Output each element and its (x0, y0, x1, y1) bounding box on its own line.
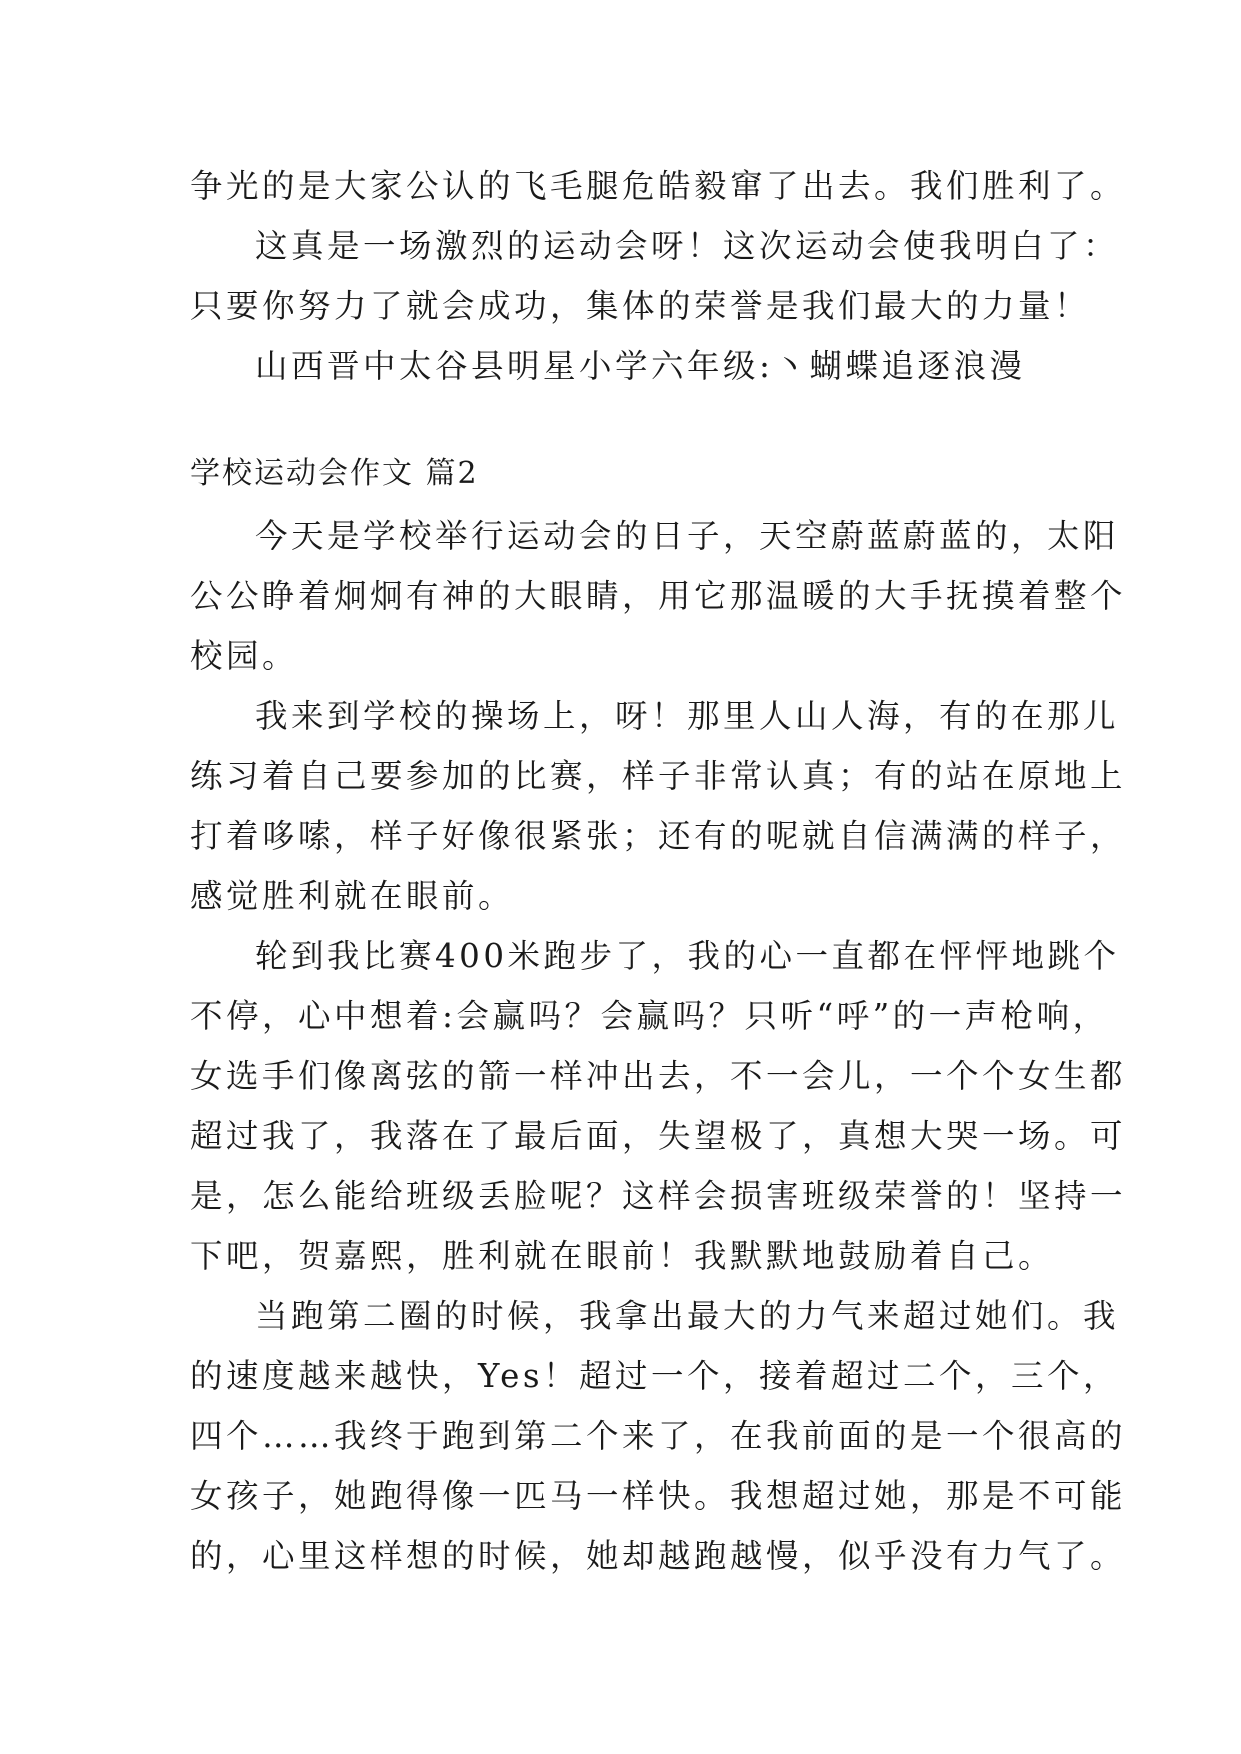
author-signature-line: 山西晋中太谷县明星小学六年级:丶蝴蝶追逐浪漫 (255, 347, 1026, 385)
paragraph-first-line: 轮到我比赛400米跑步了，我的心一直都在怦怦地跳个 (255, 937, 1120, 975)
paragraph-first-line: 当跑第二圈的时候，我拿出最大的力气来超过她们。我 (255, 1297, 1120, 1335)
text-line: 只要你努力了就会成功，集体的荣誉是我们最大的力量！ (190, 287, 1091, 325)
text-line: 超过我了，我落在了最后面，失望极了，真想大哭一场。可 (190, 1117, 1127, 1155)
paragraph-first-line: 这真是一场激烈的运动会呀！这次运动会使我明白了： (255, 227, 1120, 265)
text-line: 感觉胜利就在眼前。 (190, 877, 515, 915)
text-line: 争光的是大家公认的飞毛腿危皓毅窜了出去。我们胜利了。 (190, 167, 1127, 205)
text-line: 的速度越来越快，Yes！超过一个，接着超过二个，三个， (190, 1357, 1120, 1395)
text-line: 是，怎么能给班级丢脸呢？这样会损害班级荣誉的！坚持一 (190, 1177, 1127, 1215)
text-line: 不停，心中想着:会赢吗？会赢吗？只听“呼”的一声枪响， (190, 997, 1109, 1035)
text-line: 打着哆嗦，样子好像很紧张；还有的呢就自信满满的样子， (190, 817, 1127, 855)
text-line: 的，心里这样想的时候，她却越跑越慢，似乎没有力气了。 (190, 1537, 1127, 1575)
paragraph-first-line: 我来到学校的操场上，呀！那里人山人海，有的在那儿 (255, 697, 1120, 735)
paragraph-first-line: 今天是学校举行运动会的日子，天空蔚蓝蔚蓝的，太阳 (255, 517, 1120, 555)
text-line: 练习着自己要参加的比赛，样子非常认真；有的站在原地上 (190, 757, 1127, 795)
text-line: 公公睁着炯炯有神的大眼睛，用它那温暖的大手抚摸着整个 (190, 577, 1127, 615)
text-line: 女选手们像离弦的箭一样冲出去，不一会儿，一个个女生都 (190, 1057, 1127, 1095)
text-line: 校园。 (190, 637, 299, 675)
text-line: 下吧，贺嘉熙，胜利就在眼前！我默默地鼓励着自己。 (190, 1237, 1055, 1275)
text-line: 女孩子，她跑得像一匹马一样快。我想超过她，那是不可能 (190, 1477, 1127, 1515)
text-line: 四个……我终于跑到第二个来了，在我前面的是一个很高的 (190, 1417, 1127, 1455)
section-heading: 学校运动会作文 篇2 (190, 456, 479, 491)
